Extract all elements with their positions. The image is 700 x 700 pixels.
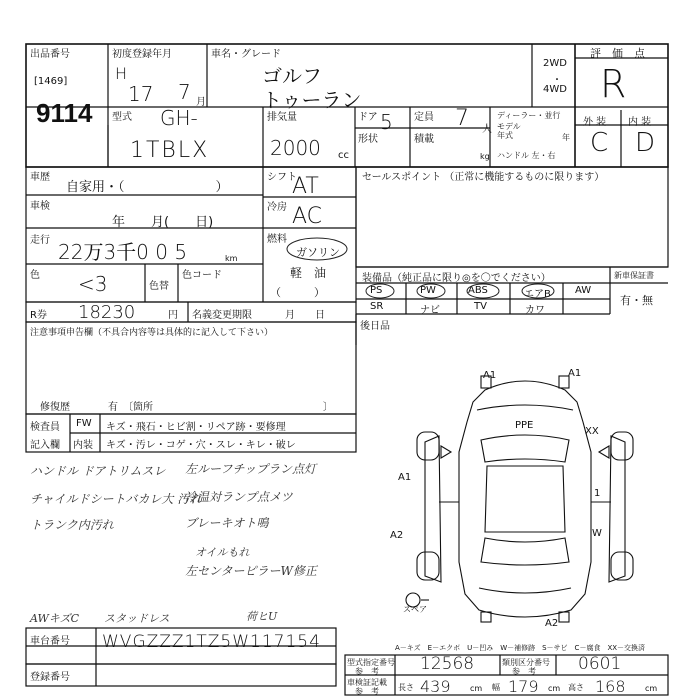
inspection-value: 年 月( 日): [112, 215, 214, 230]
drive-2wd: 2WD: [543, 58, 567, 69]
recycle-label: R券: [30, 310, 47, 321]
diagram-mark-4: XX: [585, 426, 599, 437]
first-registration-month: 7: [178, 80, 191, 104]
inspection-label: 車検: [30, 201, 50, 212]
displacement-value: 2000: [270, 136, 321, 160]
length-label: 長さ: [398, 683, 414, 692]
equipment-label: 装備品（純正品に限り◎を〇でください）: [362, 273, 551, 284]
type-designation-label: 型式指定番号: [347, 658, 395, 667]
notes-label: 注意事項申告欄（不具合内容等は具体的に記入して下さい）: [30, 328, 274, 338]
equip-leather: カワ: [525, 305, 545, 316]
model-name: ゴルフ: [262, 64, 322, 88]
exterior-grade: C: [590, 128, 609, 158]
fw-text: キズ・飛石・ヒビ割・リペア跡・要修理: [106, 422, 286, 433]
first-registration-era: H: [115, 64, 128, 83]
expiry-value: 月 日: [285, 310, 325, 321]
color-value: <3: [78, 272, 108, 296]
diagram-mark-9: A2: [545, 618, 559, 629]
interior-label: 内 装: [628, 117, 652, 128]
width-value: 179: [508, 677, 539, 696]
displacement-unit: cc: [338, 150, 349, 161]
interior-check-text: キズ・汚レ・コゲ・穴・スレ・キレ・破レ: [106, 440, 296, 451]
mileage-value: 22万3千0 0 5: [58, 240, 188, 264]
diagram-mark-2: A1: [568, 368, 582, 379]
chassis-value: WVGZZZ1TZ5W117154: [102, 632, 321, 652]
fuel-diesel: 軽 油: [290, 266, 327, 280]
equip-tv: TV: [474, 301, 487, 312]
mileage-label: 走行: [30, 235, 50, 246]
handwritten-right-4: オイルもれ: [195, 546, 250, 559]
capacity-value: 7: [455, 106, 469, 131]
spare-label: スペア: [403, 605, 427, 614]
certificate-label: 車検証記載: [347, 678, 387, 687]
width-label: 幅: [492, 683, 500, 692]
recycle-unit: 円: [168, 310, 178, 321]
class-value: 0601: [578, 654, 622, 674]
history-value: 自家用・（ ）: [66, 180, 229, 195]
handwritten-right-2: 冷温対ランプ点メツ: [185, 490, 293, 504]
height-label: 高さ: [568, 683, 584, 692]
lot-number: 9114: [36, 98, 93, 128]
inspector-label-2: 記入欄: [30, 440, 60, 451]
handwritten-right-5: 左センターピラーW修正: [185, 564, 317, 578]
drive-4wd: 4WD: [543, 84, 567, 95]
load-label: 積載: [414, 134, 434, 145]
handle-label: ハンドル 左・右: [497, 151, 556, 160]
handwritten-extra: 荷ヒU: [246, 610, 278, 623]
length-value: 439: [420, 677, 451, 696]
fuel-circle: [284, 236, 350, 262]
recycle-value: 18230: [78, 302, 136, 323]
equip-sr: SR: [370, 301, 384, 312]
height-value: 168: [595, 677, 626, 696]
later-items-label: 後日品: [360, 321, 390, 332]
repair-history-label: 修復歴: [40, 402, 70, 413]
handwritten-left-2: チャイルドシートバカレ大 汚れ: [30, 492, 202, 506]
handwritten-left-3: トランク内汚れ: [30, 518, 114, 532]
first-registration-year: 17: [128, 82, 154, 106]
mileage-unit: km: [225, 254, 238, 263]
fw-label: FW: [76, 418, 92, 429]
grade-name: トゥーラン: [262, 88, 362, 112]
equip-navi: ナビ: [420, 305, 440, 316]
height-unit: cm: [645, 684, 658, 693]
color-label: 色: [30, 270, 40, 281]
equipment-circles: [356, 283, 566, 300]
handwritten-aw-note: AWキズC: [30, 612, 80, 625]
fuel-other: （ ）: [270, 286, 325, 299]
new-car-warranty-label: 新車保証書: [614, 271, 654, 280]
equip-pw: PW: [420, 285, 436, 296]
expiry-label: 名義変更期限: [192, 310, 252, 321]
type-prefix: GH-: [160, 106, 198, 130]
type-code: 1TBLX: [130, 138, 210, 163]
type-designation-value: 12568: [420, 654, 475, 674]
repair-history-value: 有 〔箇所 〕: [108, 402, 333, 413]
rating-label: 評 価 点: [590, 47, 645, 60]
color-code-label: 色コード: [182, 270, 222, 281]
doors-value: 5: [380, 110, 393, 134]
exterior-label: 外 装: [583, 117, 607, 128]
equip-aw: AW: [575, 285, 592, 296]
shift-label: シフト: [267, 172, 297, 183]
reference-label-2: 参 考: [512, 667, 536, 676]
load-unit: kg: [480, 152, 490, 161]
diagram-mark-1: A1: [483, 370, 497, 381]
shift-value: AT: [292, 174, 319, 199]
color-change-label: 色替: [149, 281, 169, 292]
inspector-label-1: 検査員: [30, 422, 60, 433]
equip-abs: ABS: [468, 285, 488, 296]
handwritten-mat-note: スタッドレス: [104, 612, 170, 625]
displacement-label: 排気量: [267, 112, 297, 123]
rating-value: R: [600, 62, 627, 106]
damage-legend: A－キズ E－エクボ U－凹み W－補修跡 S－サビ C－腐食 XX－交換済: [395, 644, 646, 652]
handwritten-left-1: ハンドル ドアトリムスレ: [30, 464, 166, 478]
fuel-gasoline: ガソリン: [296, 246, 340, 259]
fuel-label: 燃料: [267, 234, 287, 245]
diagram-mark-8: W: [592, 528, 602, 539]
length-unit: cm: [470, 684, 483, 693]
diagram-mark-3: PPE: [515, 420, 534, 431]
ac-label: 冷房: [267, 202, 287, 213]
dealer-label: ディーラー・並行: [497, 111, 561, 120]
model-year-unit: 年: [562, 133, 570, 142]
doors-label: ドア: [358, 112, 378, 123]
drive-dot: ・: [552, 75, 562, 86]
interior-grade: D: [635, 128, 656, 158]
diagram-mark-6: A2: [390, 530, 404, 541]
handwritten-right-1: 左ルーフチップラン点灯: [185, 462, 317, 476]
chassis-label: 車台番号: [30, 636, 70, 647]
diagram-mark-5: A1: [398, 472, 412, 483]
handwritten-right-3: ブレーキオト鳴: [185, 516, 269, 530]
equip-airbag: エアB: [524, 289, 551, 300]
reference-label-3: 参 考: [355, 687, 379, 696]
lot-code: [1469]: [34, 76, 68, 87]
first-registration-label: 初度登録年月: [112, 49, 172, 60]
class-label: 類別区分番号: [502, 658, 550, 667]
diagram-mark-7: 1: [594, 488, 601, 499]
month-unit: 月: [196, 97, 206, 108]
car-diagram: [395, 362, 655, 632]
model-grade-label: 車名・グレード: [211, 49, 281, 60]
capacity-unit: 人: [482, 124, 492, 135]
registration-label: 登録番号: [30, 672, 70, 683]
reference-label-1: 参 考: [355, 667, 379, 676]
sales-point-label: セールスポイント （正常に機能するものに限ります）: [362, 172, 605, 183]
width-unit: cm: [548, 684, 561, 693]
equip-ps: PS: [370, 285, 383, 296]
shape-label: 形状: [358, 134, 378, 145]
model-year-label: モデル 年式: [497, 122, 521, 140]
lot-number-label: 出品番号: [30, 49, 70, 60]
ac-value: AC: [292, 204, 323, 229]
interior-check-label: 内装: [73, 440, 93, 451]
capacity-label: 定員: [414, 112, 434, 123]
history-label: 車歴: [30, 172, 50, 183]
warranty-yes-no: 有・無: [620, 294, 653, 307]
type-label: 型式: [112, 112, 132, 123]
